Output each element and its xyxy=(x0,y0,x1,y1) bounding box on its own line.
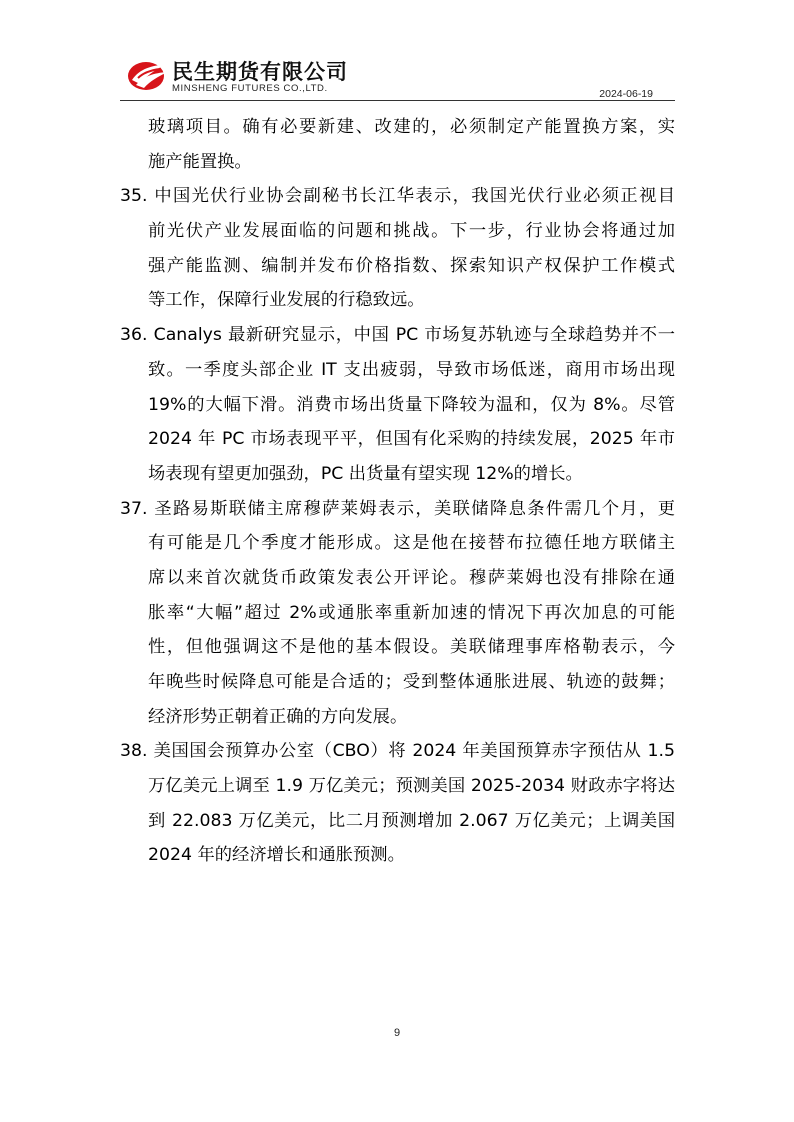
paragraph-line: 等工作，保障行业发展的行稳致远。 xyxy=(148,290,425,311)
paragraph-line: 38. 美国国会预算办公室（CBO）将 2024 年美国预算赤字预估从 1.5 xyxy=(120,741,675,762)
paragraph-line: 胀率“大幅”超过 2%或通胀率重新加速的情况下再次加息的可能 xyxy=(148,602,675,623)
report-date: 2024-06-19 xyxy=(599,88,653,100)
paragraph-line: 席以来首次就货币政策发表公开评论。穆萨莱姆也没有排除在通 xyxy=(148,567,675,588)
paragraph-line: 2024 年 PC 市场表现平平，但国有化采购的持续发展，2025 年市 xyxy=(148,429,675,450)
paragraph-line: 万亿美元上调至 1.9 万亿美元；预测美国 2025-2034 财政赤字将达 xyxy=(148,776,675,797)
paragraph-line: 19%的大幅下滑。消费市场出货量下降较为温和，仅为 8%。尽管 xyxy=(148,394,675,415)
paragraph-line: 玻璃项目。确有必要新建、改建的，必须制定产能置换方案，实 xyxy=(148,117,675,137)
news-list xyxy=(120,110,675,873)
page-header xyxy=(120,54,675,102)
paragraph-line: 年晚些时候降息可能是合适的；受到整体通胀进展、轨迹的鼓舞； xyxy=(148,672,675,692)
company-logo xyxy=(120,54,370,100)
paragraph-line: 36. Canalys 最新研究显示，中国 PC 市场复苏轨迹与全球趋势并不一 xyxy=(120,325,675,346)
paragraph-line: 35. 中国光伏行业协会副秘书长江华表示，我国光伏行业必须正视目 xyxy=(120,186,675,207)
header-divider xyxy=(120,100,675,101)
paragraph-line: 施产能置换。 xyxy=(148,151,252,172)
paragraph-line: 到 22.083 万亿美元，比二月预测增加 2.067 万亿美元；上调美国 xyxy=(148,810,675,831)
paragraph-line: 性，但他强调这不是他的基本假设。美联储理事库格勒表示，今 xyxy=(148,637,675,658)
paragraph-line: 经济形势正朝着正确的方向发展。 xyxy=(148,706,408,727)
list-item xyxy=(120,734,675,873)
paragraph-line: 2024 年的经济增长和通胀预测。 xyxy=(148,845,405,866)
page-number: 9 xyxy=(393,1027,401,1039)
paragraph-line: 前光伏产业发展面临的问题和挑战。下一步，行业协会将通过加 xyxy=(148,221,675,242)
logo-chinese-name: 民生期货有限公司 xyxy=(172,60,348,84)
minsheng-logo-icon xyxy=(126,58,168,92)
list-item xyxy=(120,492,675,735)
paragraph-line: 场表现有望更加强劲，PC 出货量有望实现 12%的增长。 xyxy=(148,463,583,484)
paragraph-line: 强产能监测、编制并发布价格指数、探索知识产权保护工作模式 xyxy=(148,255,675,276)
list-item xyxy=(120,110,675,179)
logo-english-name: MINSHENG FUTURES CO.,LTD. xyxy=(172,83,328,94)
list-item xyxy=(120,318,675,491)
paragraph-line: 致。一季度头部企业 IT 支出疲弱，导致市场低迷，商用市场出现 xyxy=(148,359,675,380)
list-item xyxy=(120,179,675,318)
paragraph-line: 37. 圣路易斯联储主席穆萨莱姆表示，美联储降息条件需几个月，更 xyxy=(120,498,675,519)
paragraph-line: 有可能是几个季度才能形成。这是他在接替布拉德任地方联储主 xyxy=(148,533,675,554)
